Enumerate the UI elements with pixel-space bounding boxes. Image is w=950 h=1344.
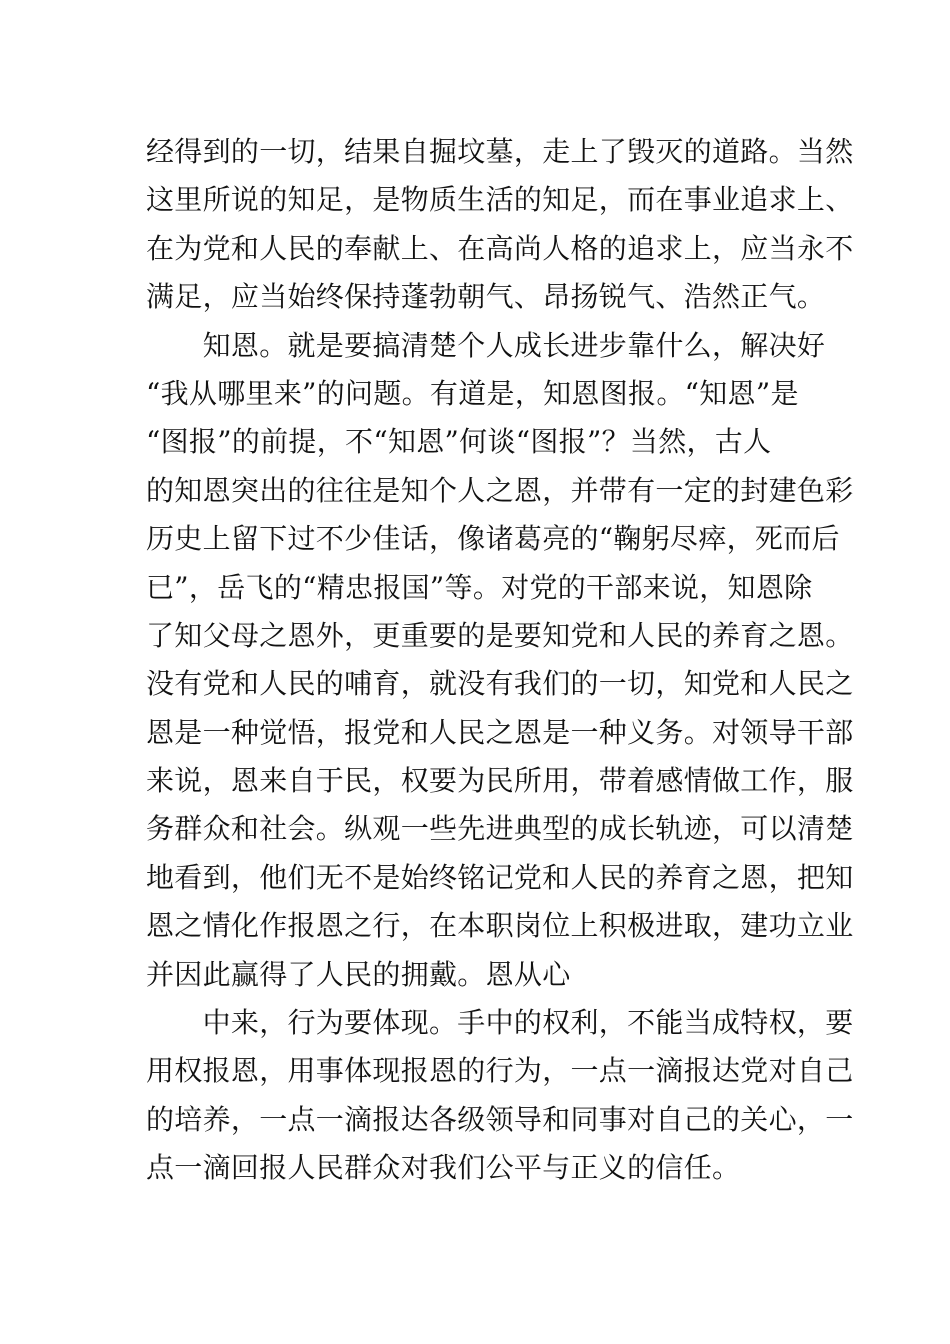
text-line: 地看到，他们无不是始终铭记党和人民的养育之恩，把知 <box>146 860 854 894</box>
text-line: 来说，恩来自于民，权要为民所用，带着感情做工作，服 <box>146 764 854 798</box>
text-line: 恩之情化作报恩之行，在本职岗位上积极进取，建功立业 <box>146 909 854 943</box>
text-line: 知恩。就是要搞清楚个人成长进步靠什么，解决好 <box>146 328 826 362</box>
body-text <box>146 128 854 1193</box>
text-line: “图报”的前提，不“知恩”何谈“图报”？当然，古人 <box>146 425 772 459</box>
text-line: 的知恩突出的往往是知个人之恩，并带有一定的封建色彩 <box>146 473 854 507</box>
text-line: 历史上留下过不少佳话，像诸葛亮的“鞠躬尽瘁，死而后 <box>146 522 840 556</box>
text-line: 满足，应当始终保持蓬勃朝气、昂扬锐气、浩然正气。 <box>146 280 826 314</box>
text-line: 点一滴回报人民群众对我们公平与正义的信任。 <box>146 1151 741 1185</box>
text-line: 经得到的一切，结果自掘坟墓，走上了毁灭的道路。当然 <box>146 135 854 168</box>
text-line: 恩是一种觉悟，报党和人民之恩是一种义务。对领导干部 <box>146 715 854 749</box>
text-line: 的培养，一点一滴报达各级领导和同事对自己的关心，一 <box>146 1102 854 1136</box>
text-line: 并因此赢得了人民的拥戴。恩从心 <box>146 957 571 991</box>
text-line: 务群众和社会。纵观一些先进典型的成长轨迹，可以清楚 <box>146 812 854 846</box>
text-line: 在为党和人民的奉献上、在高尚人格的追求上，应当永不 <box>146 231 854 265</box>
text-line: “我从哪里来”的问题。有道是，知恩图报。“知恩”是 <box>146 376 799 410</box>
text-line: 已”，岳飞的“精忠报国”等。对党的干部来说，知恩除 <box>146 570 813 604</box>
text-line: 用权报恩，用事体现报恩的行为，一点一滴报达党对自己 <box>146 1054 854 1088</box>
text-line: 了知父母之恩外，更重要的是要知党和人民的养育之恩。 <box>146 618 854 652</box>
text-line: 没有党和人民的哺育，就没有我们的一切，知党和人民之 <box>146 667 854 701</box>
text-line: 这里所说的知足，是物质生活的知足，而在事业追求上、 <box>146 183 854 217</box>
text-line: 中来，行为要体现。手中的权利，不能当成特权，要 <box>146 1006 854 1040</box>
